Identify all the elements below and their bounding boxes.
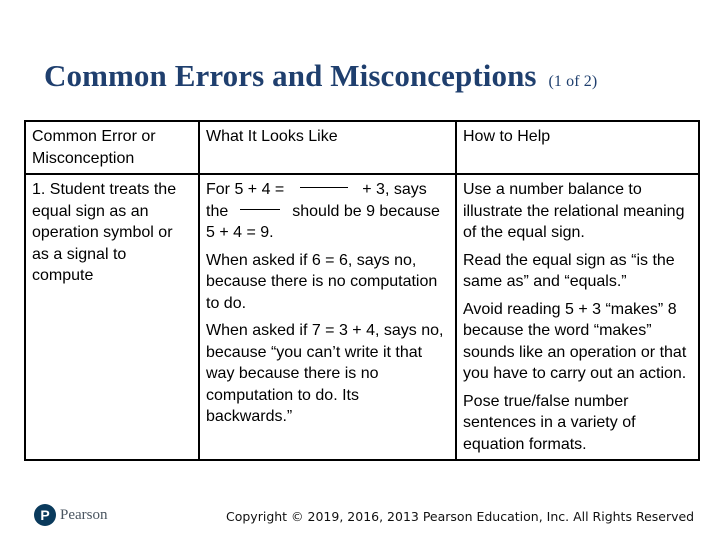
header-cell-looks-like: What It Looks Like xyxy=(199,121,456,174)
looks-like-cell xyxy=(199,174,456,460)
help-paragraph: Read the equal sign as “is the same as” and “equals.” xyxy=(463,251,675,290)
help-paragraph: Use a number balance to illustrate the relational meaning of the equal sign. xyxy=(463,181,685,241)
help-cell xyxy=(456,174,699,460)
looks-like-paragraph: When asked if 6 = 6, says no, because there is no computation to do. xyxy=(206,251,438,312)
looks-like-text-a: For 5 + 4 = xyxy=(206,181,285,198)
table-row xyxy=(25,174,699,460)
table-header-row xyxy=(25,121,699,174)
error-text: 1. Student treats the equal sign as an operation symbol or as a signal to compute xyxy=(32,181,177,284)
pearson-logo-icon: P xyxy=(34,504,56,526)
looks-like-text-c: should be 9 because 5 + 4 = 9. xyxy=(206,202,440,241)
header-cell-error: Common Error or Misconception xyxy=(25,121,199,174)
help-paragraph: Pose true/false number sentences in a variety of equation formats. xyxy=(463,392,636,453)
error-cell xyxy=(25,174,199,460)
header-cell-help: How to Help xyxy=(456,121,699,174)
help-paragraph: Avoid reading 5 + 3 “makes” 8 because the word “makes” sounds like an operation or that you have to carry out an action. xyxy=(463,300,687,382)
pearson-logo-word: Pearson xyxy=(60,506,108,523)
looks-like-paragraph: When asked if 7 = 3 + 4, says no, because “you can’t write it that way because there is no computation to do. Its backwards.” xyxy=(206,322,444,425)
title-main: Common Errors and Misconceptions xyxy=(44,58,537,93)
page-title xyxy=(44,58,597,94)
looks-like-paragraph xyxy=(206,179,449,244)
answer-blank xyxy=(240,209,280,210)
copyright-notice: Copyright © 2019, 2016, 2013 Pearson Education, Inc. All Rights Reserved xyxy=(226,509,695,524)
title-page-indicator: (1 of 2) xyxy=(548,73,598,90)
answer-blank xyxy=(300,187,348,188)
misconceptions-table xyxy=(24,120,700,461)
pearson-logo xyxy=(34,504,108,526)
looks-like-text-b: + 3, says the xyxy=(206,181,427,220)
